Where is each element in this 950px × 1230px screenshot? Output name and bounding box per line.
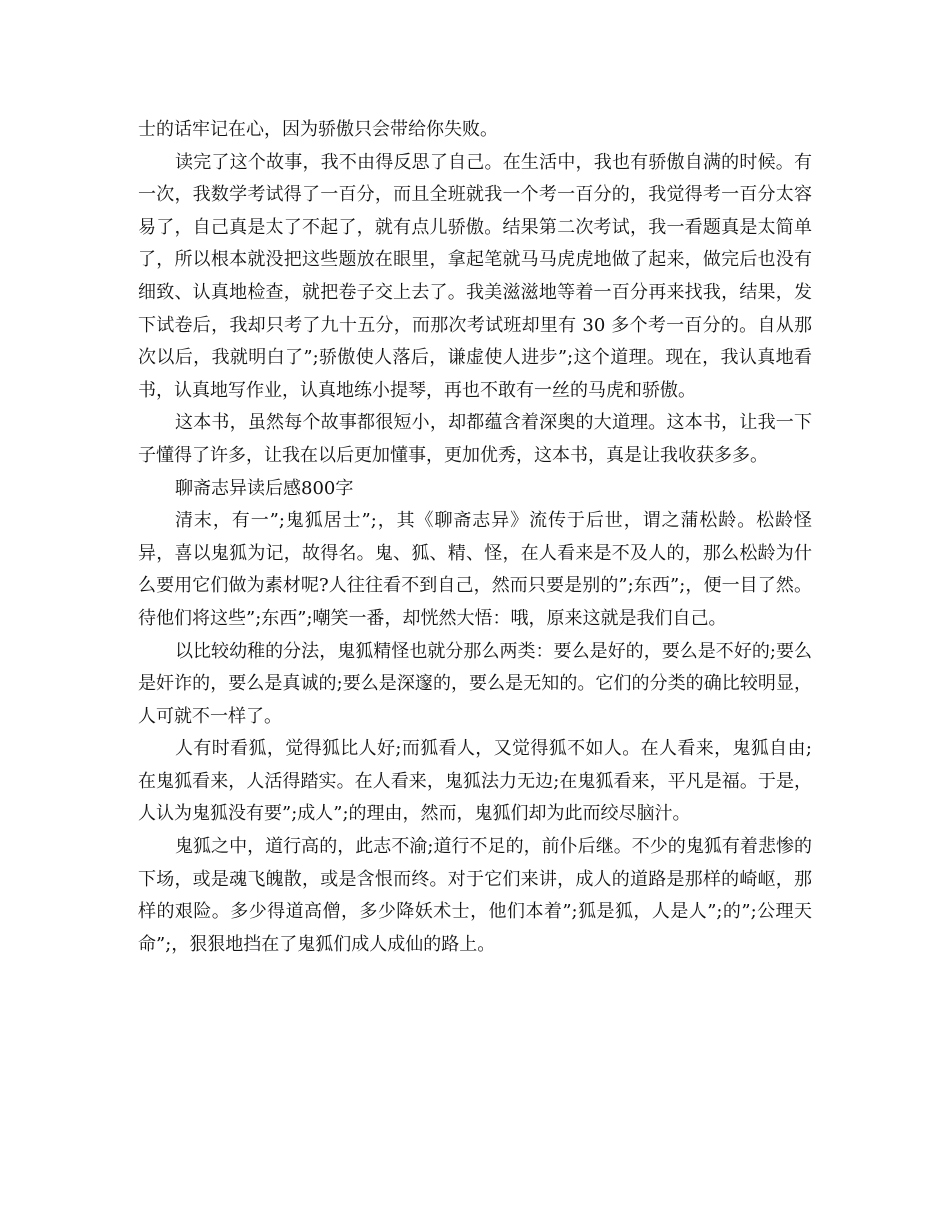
paragraph-fox-path: 鬼狐之中，道行高的，此志不渝;道行不足的，前仆后继。不少的鬼狐有着悲惨的下场，或是魂飞魄散，或是含恨而终。对于它们来讲，成人的道路是那样的崎岖，那样的艰险。多少得道高僧，多少降妖术士，他们本着”;狐是狐，人是人”;的”;公理天命”;，狠狠地挡在了鬼狐们成人成仙的路上。 [138,836,812,955]
paragraph-continuation: 士的话牢记在心，因为骄傲只会带给你失败。 [138,119,498,140]
paragraph-classification: 以比较幼稚的分法，鬼狐精怪也就分那么两类：要么是好的，要么是不好的;要么是奸诈的，要么是真诚的;要么是深邃的，要么是无知的。它们的分类的确比较明显，人可就不一样了。 [138,640,812,727]
document-body [138,114,812,961]
section-heading: 聊斋志异读后感800字 [175,477,354,499]
paragraph-book-summary: 这本书，虽然每个故事都很短小，却都蕴含着深奥的大道理。这本书，让我一下子懂得了许多，让我在以后更加懂事，更加优秀，这本书，真是让我收获多多。 [138,412,812,466]
paragraph-intro-pu-songling: 清末，有一”;鬼狐居士”;，其《聊斋志异》流传于后世，谓之蒲松龄。松龄怪异，喜以鬼狐为记，故得名。鬼、狐、精、怪，在人看来是不及人的，那么松龄为什么要用它们做为素材呢?人往往看不到自己，然而只要是别的”;东西”;，便一目了然。待他们将这些”;东西”;嘲笑一番，却恍然大悟：哦，原来这就是我们自己。 [138,510,812,629]
paragraph-human-vs-fox: 人有时看狐，觉得狐比人好;而狐看人，又觉得狐不如人。在人看来，鬼狐自由;在鬼狐看来，人活得踏实。在人看来，鬼狐法力无边;在鬼狐看来，平凡是福。于是，人认为鬼狐没有要”;成人”;的理由，然而，鬼狐们却为此而绞尽脑汁。 [138,738,812,825]
paragraph-reflection: 读完了这个故事，我不由得反思了自己。在生活中，我也有骄傲自满的时候。有一次，我数学考试得了一百分，而且全班就我一个考一百分的，我觉得考一百分太容易了，自己真是太了不起了，就有点儿骄傲。结果第二次考试，我一看题真是太简单了，所以根本就没把这些题放在眼里，拿起笔就马马虎虎地做了起来，做完后也没有细致、认真地检查，就把卷子交上去了。我美滋滋地等着一百分再来找我，结果，发下试卷后，我却只考了九十五分，而那次考试班却里有 30 多个考一百分的。自从那次以后，我就明白了”;骄傲使人落后，谦虚使人进步”;这个道理。现在，我认真地看书，认真地写作业，认真地练小提琴，再也不敢有一丝的马虎和骄傲。 [138,151,812,401]
